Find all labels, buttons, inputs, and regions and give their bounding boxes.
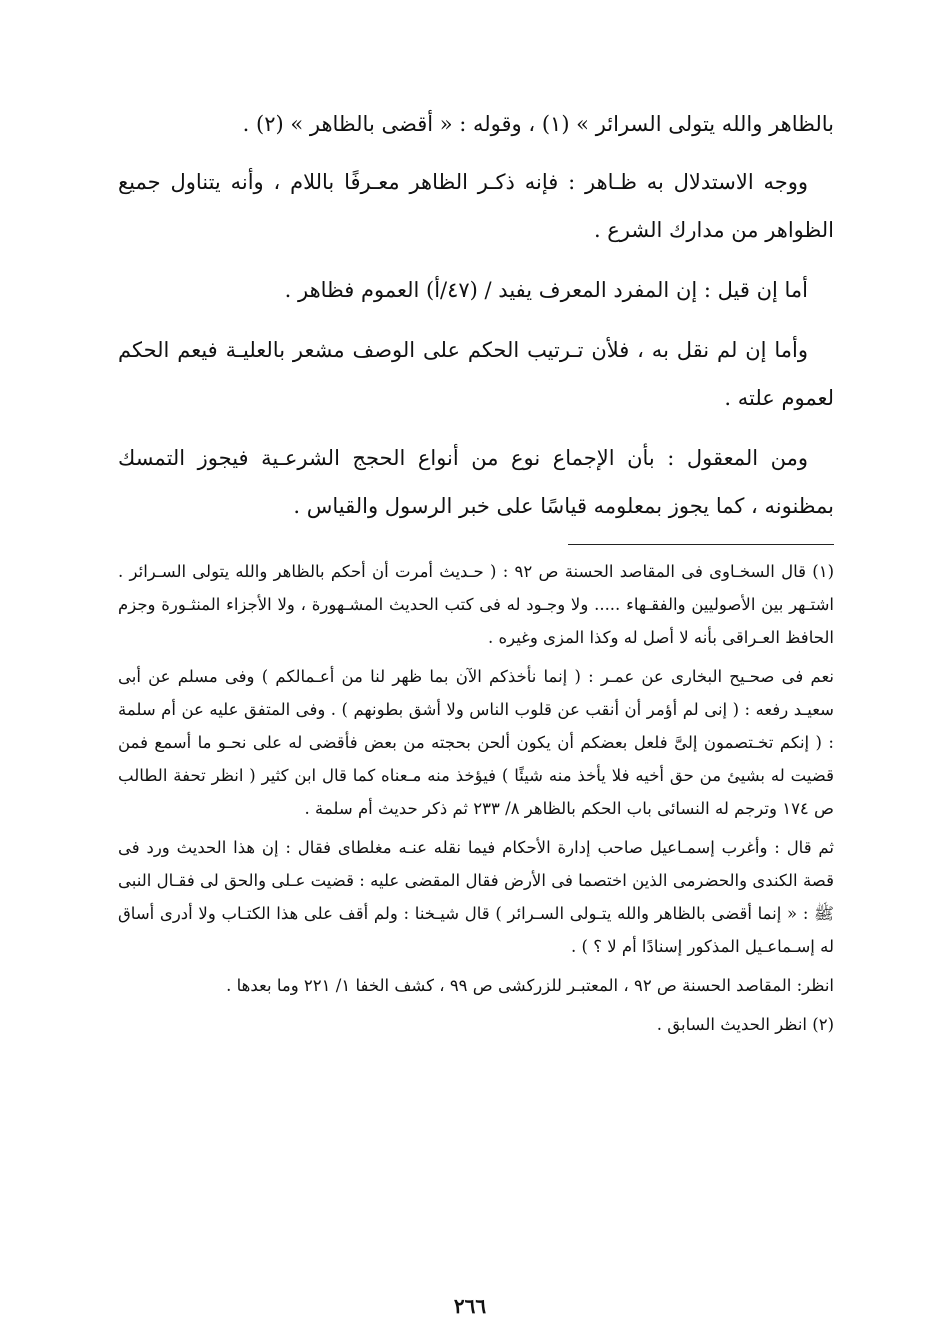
footnote-divider <box>568 544 834 545</box>
footnote-1-part-3: ثم قال : وأغرب إسمـاعيل صاحب إدارة الأحكام فيما نقله عنـه مغلطاى فقال : إن هذا الحديث ورد فى قصة الكندى والحضرمى الذين اختصما فى الأرض فقال المقضى عليه : قضيت عـلى والحق لى فقـال النبى ﷺ : « إنما أقضى بالظاهر والله يتـولى السـرائر ) قال شيـخنا : ولم أقف على هذا الكتـاب ولا أدرى أساق له إسـماعـيل المذكور إسنادًا أم لا ؟ ) . <box>118 838 834 956</box>
page-number: ٢٦٦ <box>453 1294 487 1318</box>
footnote-2: (٢) انظر الحديث السابق . <box>656 1015 834 1034</box>
footnote-1-part-2: نعم فى صحـيح البخارى عن عمـر : ( إنما نأخذكم الآن بما ظهر لنا من أعـمالكم ) وفى مسلم عن أبى سعيـد رفعه : ( إنى لم أؤمر أن أنقب عن قلوب الناس ولا أشق بطونهم ) . وفى المتفق عليه عن أم سلمة : ( إنكم تخـتصمون إلىَّ فلعل بعضكم أن يكون ألحن بحجته من بعض فأقضى له على نحـو ما أسمع فمن قضيت له بشيئ من حق أخيه فلا يأخذ منه شيئًا ) فيؤخذ منه مـعناه كما قال ابن كثير ( انظر تحفة الطالب ص ١٧٤ وترجم له النسائى باب الحكم بالظاهر ٨/ ٢٣٣ ثم ذكر حديث أم سلمة . <box>118 667 835 818</box>
paragraph-5: ومن المعقول : بأن الإجماع نوع من أنواع الحجج الشرعـية فيجوز التمسك بمظنونه ، كما يجوز بمعلومه قياسًا على خبر الرسول والقياس . <box>118 446 834 518</box>
paragraph-4: وأما إن لم نقل به ، فلأن تـرتيب الحكم على الوصف مشعر بالعليـة فيعم الحكم لعموم علته . <box>118 338 834 410</box>
footnotes <box>118 555 834 1041</box>
paragraph-2: ووجه الاستدلال به ظـاهر : فإنه ذكـر الظاهر معـرفًا باللام ، وأنه يتناول جميع الظواهر من مدارك الشرع . <box>118 170 834 242</box>
paragraph-3: أما إن قيل : إن المفرد المعرف يفيد / (٤٧/أ) العموم فظاهر . <box>284 278 808 302</box>
main-text <box>118 100 834 530</box>
paragraph-1: بالظاهر والله يتولى السرائر » (١) ، وقوله : « أقضى بالظاهر » (٢) . <box>242 112 834 136</box>
footnote-1-part-1: (١) قال السخـاوى فى المقاصد الحسنة ص ٩٢ : ( حـديث أمرت أن أحكم بالظاهر والله يتولى السـرائر . اشتـهر بين الأصوليين والفقـهاء ..... ولا وجـود له فى كتب الحديث المشـهورة ، ولا الأجزاء المنثـورة وجزم الحافظ العـراقى بأنه لا أصل له وكذا المزى وغيره . <box>118 562 835 647</box>
page-content <box>118 100 834 1047</box>
footnote-1-part-4: انظر: المقاصد الحسنة ص ٩٢ ، المعتبـر للزركشى ص ٩٩ ، كشف الخفا ١/ ٢٢١ وما بعدها . <box>226 976 834 995</box>
